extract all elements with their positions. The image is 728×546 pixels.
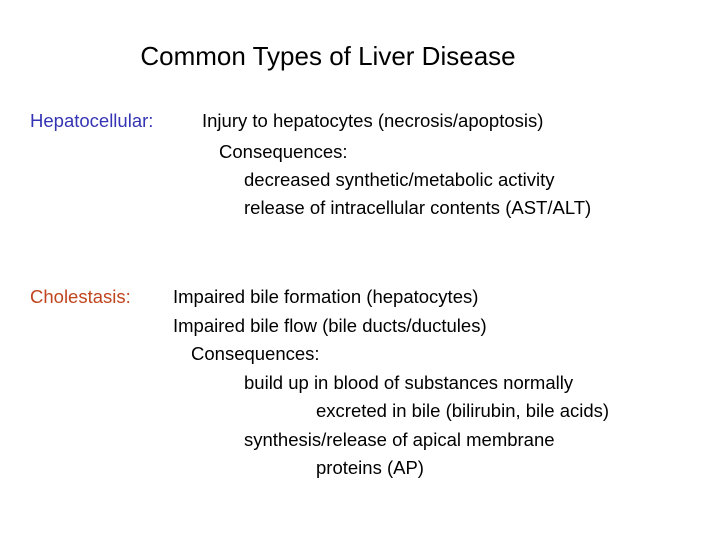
cholestasis-definition-2: Impaired bile flow (bile ducts/ductules) [173,315,487,336]
slide-title: Common Types of Liver Disease [140,41,516,71]
cholestasis-consequence-2: synthesis/release of apical membrane [244,429,555,450]
hepatocellular-consequence-2: release of intracellular contents (AST/ALT) [244,197,592,218]
cholestasis-definition-1: Impaired bile formation (hepatocytes) [173,286,479,307]
cholestasis-consequences-label: Consequences: [191,343,320,364]
cholestasis-consequence-1-cont: excreted in bile (bilirubin, bile acids) [316,400,610,421]
cholestasis-consequence-2-cont: proteins (AP) [316,457,424,478]
cholestasis-consequence-1: build up in blood of substances normally [244,372,574,393]
hepatocellular-term: Hepatocellular: [30,110,154,131]
hepatocellular-consequence-1: decreased synthetic/metabolic activity [244,169,555,190]
hepatocellular-definition: Injury to hepatocytes (necrosis/apoptosis) [202,110,544,131]
cholestasis-term: Cholestasis: [30,286,131,307]
hepatocellular-consequences-label: Consequences: [219,141,348,162]
